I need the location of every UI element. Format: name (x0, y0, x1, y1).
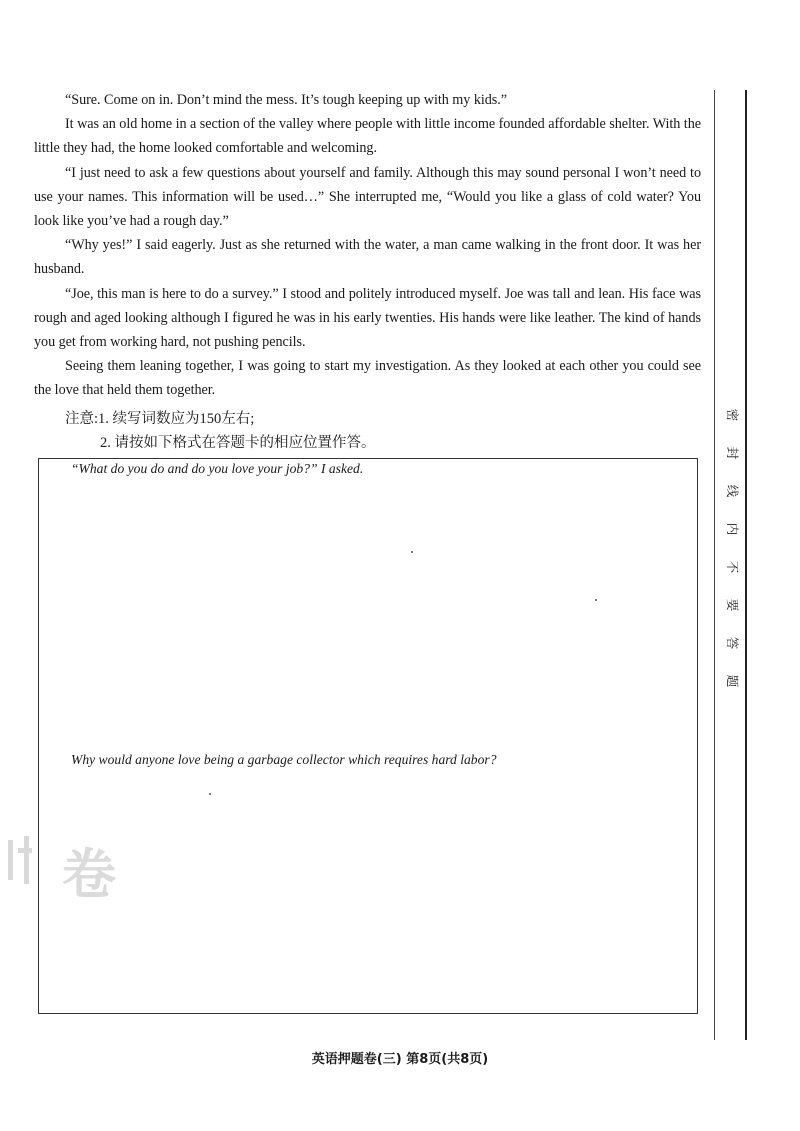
scan-speck (411, 551, 413, 553)
reading-passage (34, 88, 701, 403)
continuation-first-sentence: “What do you do and do you love your job?” I asked. (71, 461, 364, 476)
binding-line (714, 90, 715, 1040)
seal-char: 内 (725, 522, 740, 536)
seal-char: 线 (725, 484, 740, 498)
instruction-line-1: 注意:1. 续写词数应为150左右; (65, 411, 255, 427)
seal-line-notice (724, 408, 740, 712)
watermark-logo: 卷 (62, 843, 116, 906)
answer-box[interactable] (38, 458, 698, 1014)
scan-speck (209, 793, 211, 795)
seal-char: 封 (725, 446, 740, 460)
passage-paragraph: “Sure. Come on in. Don’t mind the mess. It’s tough keeping up with my kids.” (65, 92, 508, 108)
passage-paragraph: “I just need to ask a few questions about yourself and family. Although this may sound personal I won’t need to use your names. This information will be used…” She interrupted me, “Would you like a glass of cold water? You look like you’ve had a rough day.” (34, 164, 701, 230)
passage-paragraph: It was an old home in a section of the valley where people with little income founded affordable shelter. With the little they had, the home looked comfortable and welcoming. (34, 116, 701, 157)
page-footer: 英语押题卷(三) 第8页(共8页) (311, 1052, 489, 1067)
scan-speck (595, 599, 597, 601)
seal-char: 密 (725, 408, 740, 422)
passage-paragraph: Seeing them leaning together, I was going to start my investigation. As they looked at each other you could see the love that held them together. (34, 358, 701, 399)
seal-char: 要 (725, 598, 740, 612)
continuation-second-sentence: Why would anyone love being a garbage collector which requires hard labor? (71, 752, 497, 767)
instructions (65, 407, 376, 455)
instruction-line-2: 2. 请按如下格式在答题卡的相应位置作答。 (100, 435, 376, 451)
watermark-bars (4, 830, 36, 900)
seal-char: 题 (725, 674, 740, 688)
seal-char: 不 (725, 560, 740, 574)
passage-paragraph: “Joe, this man is here to do a survey.” I stood and politely introduced myself. Joe was tall and lean. His face was rough and aged looking although I figured he was in his early twenties. His hands were like leather. The kind of hands you get from working hard, not pushing pencils. (34, 285, 701, 351)
passage-paragraph: “Why yes!” I said eagerly. Just as she returned with the water, a man came walking in the front door. It was her husband. (34, 237, 701, 278)
seal-char: 答 (725, 636, 740, 650)
binding-line (745, 90, 747, 1040)
